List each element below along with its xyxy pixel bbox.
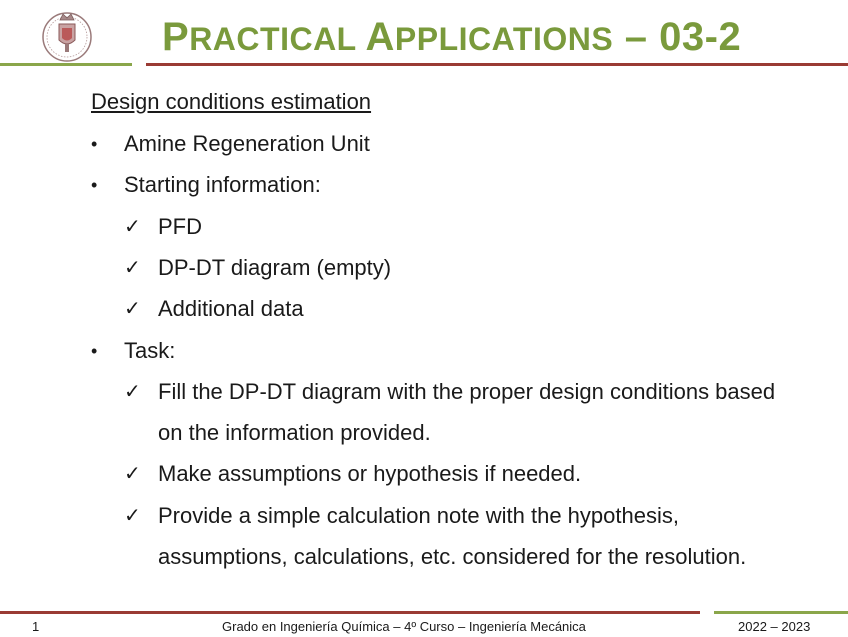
check-text: on the information provided. xyxy=(158,420,431,445)
bullet-icon: • xyxy=(91,341,98,361)
checkmark-icon: ✓ xyxy=(124,298,141,320)
title-part: A xyxy=(365,15,395,59)
bullet-icon: • xyxy=(91,175,98,195)
university-crest-icon xyxy=(38,6,96,64)
course-footer: Grado en Ingeniería Química – 4º Curso – Ingeniería Mecánica xyxy=(222,619,586,634)
slide-title xyxy=(162,12,741,64)
checkmark-icon: ✓ xyxy=(124,505,141,527)
checkmark-icon: ✓ xyxy=(124,257,141,279)
footer-rule-red xyxy=(0,611,700,614)
title-part: PPLICATIONS xyxy=(394,21,614,57)
checkmark-icon: ✓ xyxy=(124,381,141,403)
bullet-text: Amine Regeneration Unit xyxy=(124,131,370,156)
page-number: 1 xyxy=(32,619,40,634)
bullet-icon: • xyxy=(91,134,98,154)
header-rule-green xyxy=(0,63,132,66)
check-text: Make assumptions or hypothesis if needed. xyxy=(158,461,582,486)
check-text: Additional data xyxy=(158,296,304,321)
bullet-text: Task: xyxy=(124,338,176,363)
check-text: Fill the DP-DT diagram with the proper design conditions based xyxy=(158,379,776,404)
academic-year: 2022 – 2023 xyxy=(738,619,811,634)
title-part: RACTICAL xyxy=(189,21,366,57)
check-text: assumptions, calculations, etc. considered for the resolution. xyxy=(158,544,747,569)
check-text: PFD xyxy=(158,214,202,239)
title-part: – 03-2 xyxy=(613,15,742,59)
check-text: Provide a simple calculation note with the hypothesis, xyxy=(158,503,679,528)
check-text: DP-DT diagram (empty) xyxy=(158,255,392,280)
section-heading: Design conditions estimation xyxy=(91,89,372,114)
bullet-text: Starting information: xyxy=(124,172,321,197)
footer-rule-green xyxy=(714,611,848,614)
header-rule-red xyxy=(146,63,848,66)
checkmark-icon: ✓ xyxy=(124,216,141,238)
title-part: P xyxy=(162,15,190,59)
checkmark-icon: ✓ xyxy=(124,463,141,485)
